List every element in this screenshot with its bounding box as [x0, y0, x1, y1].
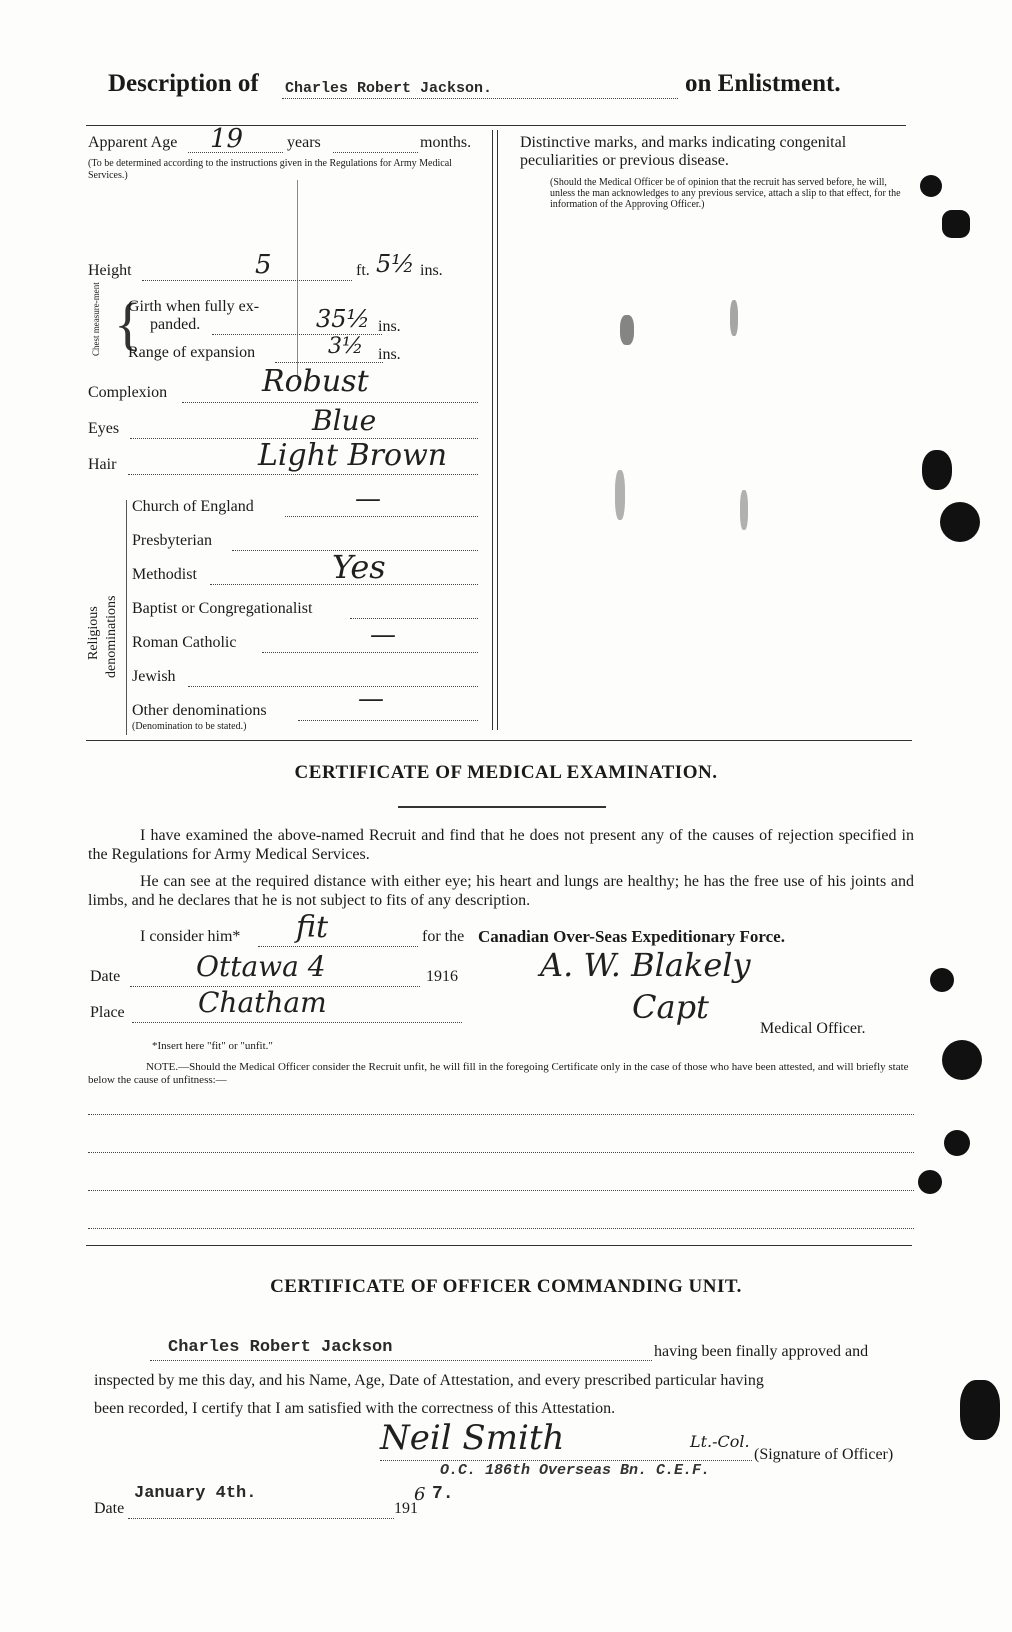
column-divider-2 [497, 130, 498, 730]
marks-title-1: Distinctive marks, and marks indicating congenital [520, 134, 847, 151]
height-label: Height [88, 262, 132, 279]
hair-value: Light Brown [258, 438, 448, 473]
column-divider [492, 130, 493, 730]
medical-note: NOTE.—Should the Medical Officer consider the Recruit unfit, he will fill in the foregoing Certificate only in the case of those who have been attested, and will briefly state below the cause of unfitness:— [88, 1061, 909, 1086]
header-suffix: on Enlistment. [685, 70, 841, 97]
medical-para1: I have examined the above-named Recruit and find that he does not present any of the causes of rejection specified in the Regulations for Army Medical Services. [88, 827, 914, 863]
religion-other: Other denominations [132, 702, 267, 719]
speckle [620, 315, 634, 345]
speckle [740, 490, 748, 530]
punch-hole [940, 502, 980, 542]
speckle [615, 470, 625, 520]
religion-roman-catholic: Roman Catholic [132, 634, 237, 651]
commanding-date-label: Date [94, 1500, 125, 1517]
religion-brace [126, 500, 127, 735]
signature-label: (Signature of Officer) [754, 1446, 894, 1463]
medical-officer-label: Medical Officer. [760, 1020, 866, 1037]
range-line [275, 362, 383, 363]
consider-label: I consider him* [140, 928, 241, 945]
commanding-rank: Lt.-Col. [690, 1432, 750, 1451]
girth-label-2: panded. [150, 316, 201, 333]
section-divider [86, 1245, 912, 1246]
denomination-note: (Denomination to be stated.) [132, 721, 247, 732]
medical-para2: He can see at the required distance with either eye; his heart and lungs are healthy; he has the free use of his joints and limbs, and he declares that he is not subject to fits of any description. [88, 873, 914, 909]
medical-year: 1916 [426, 968, 458, 985]
medical-date-value: Ottawa 4 [196, 950, 326, 983]
insert-note: *Insert here "fit" or "unfit." [152, 1040, 273, 1052]
ins3-label: ins. [378, 346, 401, 363]
chest-side-label: Chest measure-ment [91, 282, 101, 356]
ft-label: ft. [356, 262, 370, 279]
height-ft-value: 5 [255, 250, 272, 280]
unfitness-line-3 [88, 1190, 914, 1191]
medical-place-label: Place [90, 1004, 125, 1021]
marks-title-2: peculiarities or previous disease. [520, 152, 729, 169]
age-note: (To be determined according to the instructions given in the Regulations for Army Medical Services.) [88, 158, 452, 181]
medical-title-rule [398, 806, 606, 808]
years-label: years [287, 134, 321, 151]
medical-date-label: Date [90, 968, 121, 985]
section-bottom-rule [86, 740, 912, 741]
eyes-value: Blue [312, 404, 377, 437]
hair-line [128, 474, 478, 475]
height-in-value: 5½ [376, 250, 415, 278]
months-label: months. [420, 134, 472, 151]
force-label: Canadian Over-Seas Expeditionary Force. [478, 927, 785, 946]
medical-place-line [132, 1022, 462, 1023]
for-label: for the [422, 928, 465, 945]
commanding-text-1: having been finally approved and [654, 1343, 869, 1360]
ink-blot [942, 210, 970, 238]
fit-line [258, 946, 418, 947]
punch-hole [930, 968, 954, 992]
commanding-text-3: been recorded, I certify that I am satisfied with the correctness of this Attestation. [94, 1400, 616, 1417]
unfitness-line-4 [88, 1228, 914, 1229]
height-ft-line [142, 280, 352, 281]
range-label: Range of expansion [128, 344, 256, 361]
religion-line-4 [262, 652, 478, 653]
hair-label: Hair [88, 456, 117, 473]
eyes-label: Eyes [88, 420, 120, 437]
age-value: 19 [210, 124, 244, 154]
medical-rank-value: Capt [632, 988, 709, 1026]
religion-baptist: Baptist or Congregationalist [132, 600, 313, 617]
months-line [333, 152, 418, 153]
religion-presbyterian: Presbyterian [132, 532, 212, 549]
commanding-name-line [150, 1360, 652, 1361]
header-name: Charles Robert Jackson. [285, 80, 493, 97]
commanding-date-value: January 4th. [134, 1484, 257, 1503]
medical-place-value: Chatham [198, 986, 327, 1019]
commanding-title: CERTIFICATE OF OFFICER COMMANDING UNIT. [270, 1276, 742, 1297]
religion-line-0 [285, 516, 478, 517]
ink-blot [920, 175, 942, 197]
ins2-label: ins. [378, 318, 401, 335]
commanding-text-2: inspected by me this day, and his Name, Age, Date of Attestation, and every prescribed particular having [94, 1372, 764, 1389]
girth-label-1: Girth when fully ex- [128, 298, 260, 315]
complexion-line [182, 402, 478, 403]
commanding-year-hand-2: 7. [432, 1484, 454, 1504]
complexion-value: Robust [262, 364, 369, 399]
religion-jewish: Jewish [132, 668, 176, 685]
religion-line-3 [350, 618, 478, 619]
ink-blot [922, 450, 952, 490]
religion-side-label-1: Religious [86, 606, 101, 660]
unit-stamp: O.C. 186th Overseas Bn. C.E.F. [440, 1462, 711, 1479]
fit-value: fit [296, 910, 329, 945]
religion-value-2: Yes [332, 548, 386, 586]
top-rule [86, 125, 906, 126]
unfitness-line-2 [88, 1152, 914, 1153]
religion-line-6 [298, 720, 478, 721]
speckle [730, 300, 738, 336]
medical-officer-signature: A. W. Blakely [540, 946, 751, 984]
religion-value-4: — [370, 620, 396, 650]
unfitness-line-1 [88, 1114, 914, 1115]
punch-hole [944, 1130, 970, 1156]
range-value: 3½ [328, 334, 364, 359]
punch-hole [918, 1170, 942, 1194]
signature-line [380, 1460, 752, 1461]
header-prefix: Description of [108, 70, 259, 97]
commanding-name: Charles Robert Jackson [168, 1338, 393, 1357]
chest-brace: { [114, 291, 142, 356]
punch-hole [942, 1040, 982, 1080]
commanding-signature: Neil Smith [380, 1418, 565, 1458]
ink-blot [960, 1380, 1000, 1440]
religion-methodist: Methodist [132, 566, 197, 583]
marks-note: (Should the Medical Officer be of opinion that the recruit has served before, he will, unless the man acknowledges to any previous service, attach a slip to that effect, for the information of the Approving Officer.) [550, 177, 901, 210]
religion-line-5 [188, 686, 478, 687]
apparent-age-label: Apparent Age [88, 134, 178, 151]
complexion-label: Complexion [88, 384, 168, 401]
commanding-date-line [128, 1518, 394, 1519]
religion-side-label-2: denominations [104, 595, 119, 678]
header-name-line [282, 98, 678, 99]
religion-church-of-england: Church of England [132, 498, 254, 515]
girth-value: 35½ [316, 305, 370, 333]
medical-title: CERTIFICATE OF MEDICAL EXAMINATION. [294, 762, 718, 783]
ins-label: ins. [420, 262, 443, 279]
religion-value-0: — [355, 484, 381, 514]
commanding-year-hand-1: 6 [414, 1484, 426, 1505]
religion-value-6: — [358, 684, 384, 714]
commanding-year-printed: 191 [394, 1500, 418, 1517]
